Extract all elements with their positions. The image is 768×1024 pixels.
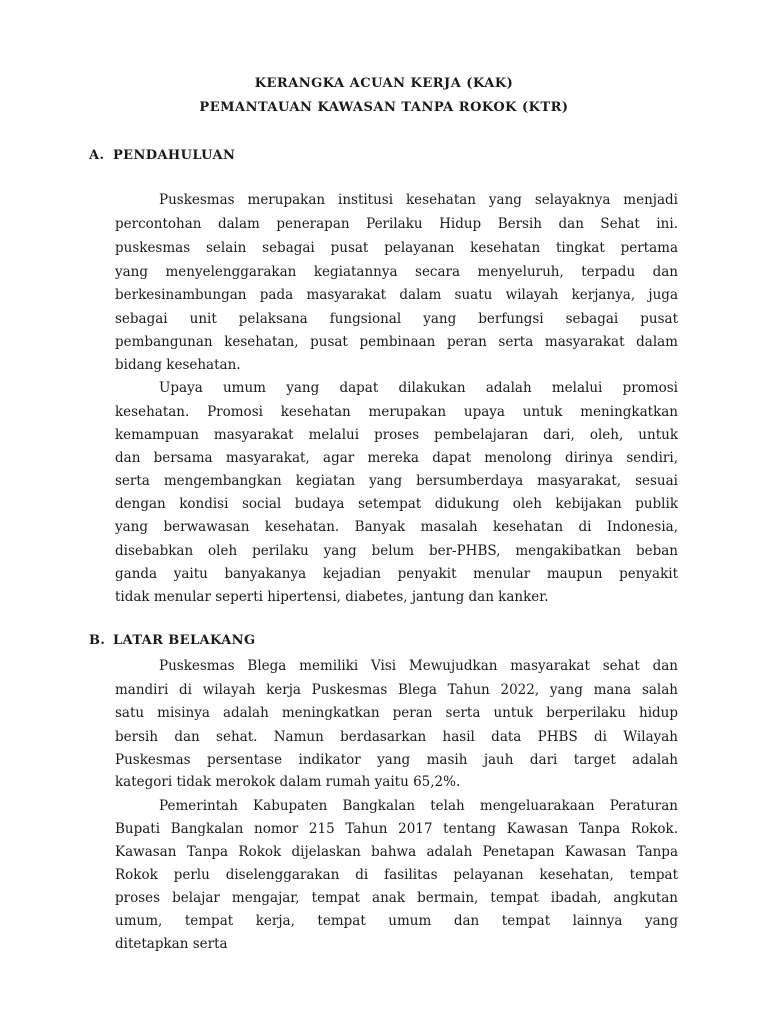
paragraph-line: kemampuan masyarakat melalui proses pembelajaran dari, oleh, untuk bbox=[115, 427, 678, 443]
paragraph-line: Rokok perlu diselenggarakan di fasilitas pelayanan kesehatan, tempat bbox=[115, 867, 678, 883]
paragraph-line: dan bersama masyarakat, agar mereka dapat menolong dirinya sendiri, bbox=[115, 450, 678, 466]
paragraph-line: Puskesmas persentase indikator yang masih jauh dari target adalah bbox=[115, 752, 678, 768]
paragraph-line: ditetapkan serta bbox=[115, 936, 228, 952]
paragraph-line: Pemerintah Kabupaten Bangkalan telah mengeluarakaan Peraturan bbox=[159, 798, 678, 814]
paragraph-line: mandiri di wilayah kerja Puskesmas Blega Tahun 2022, yang mana salah bbox=[115, 682, 678, 698]
paragraph-line: serta mengembangkan kegiatan yang bersumberdaya masyarakat, sesuai bbox=[115, 473, 678, 489]
section-a-number: A. bbox=[89, 148, 105, 163]
paragraph-line: disebabkan oleh perilaku yang belum ber-PHBS, mengakibatkan beban bbox=[115, 543, 678, 559]
paragraph-line: dengan kondisi social budaya setempat didukung oleh kebijakan publik bbox=[115, 496, 678, 512]
section-a-title: PENDAHULUAN bbox=[113, 148, 236, 163]
paragraph-line: tidak menular seperti hipertensi, diabetes, jantung dan kanker. bbox=[115, 589, 549, 605]
paragraph-line: umum, tempat kerja, tempat umum dan tempat lainnya yang bbox=[115, 913, 678, 929]
paragraph-line: Puskesmas Blega memiliki Visi Mewujudkan masyarakat sehat dan bbox=[159, 658, 678, 674]
paragraph-line: kesehatan. Promosi kesehatan merupakan upaya untuk meningkatkan bbox=[115, 404, 678, 420]
paragraph-line: kategori tidak merokok dalam rumah yaitu 65,2%. bbox=[115, 774, 461, 790]
section-b-number: B. bbox=[89, 633, 106, 648]
paragraph-line: yang menyelenggarakan kegiatannya secara menyeluruh, terpadu dan bbox=[115, 264, 678, 280]
paragraph-line: pembangunan kesehatan, pusat pembinaan peran serta masyarakat dalam bbox=[115, 334, 678, 350]
paragraph-line: bersih dan sehat. Namun berdasarkan hasil data PHBS di Wilayah bbox=[115, 729, 678, 745]
section-b-heading bbox=[89, 633, 255, 648]
paragraph-line: proses belajar mengajar, tempat anak bermain, tempat ibadah, angkutan bbox=[115, 890, 678, 906]
paragraph-line: Upaya umum yang dapat dilakukan adalah melalui promosi bbox=[159, 380, 678, 396]
section-b-title: LATAR BELAKANG bbox=[113, 633, 256, 648]
document-title-line-2: PEMANTAUAN KAWASAN TANPA ROKOK (KTR) bbox=[199, 100, 569, 115]
paragraph-line: percontohan dalam penerapan Perilaku Hidup Bersih dan Sehat ini. bbox=[115, 216, 678, 232]
section-a-heading bbox=[89, 148, 235, 163]
document-title-line-1: KERANGKA ACUAN KERJA (KAK) bbox=[254, 76, 514, 91]
paragraph-line: Puskesmas merupakan institusi kesehatan yang selayaknya menjadi bbox=[159, 192, 678, 208]
paragraph-line: berkesinambungan pada masyarakat dalam suatu wilayah kerjanya, juga bbox=[115, 287, 678, 303]
paragraph-line: puskesmas selain sebagai pusat pelayanan kesehatan tingkat pertama bbox=[115, 240, 678, 256]
paragraph-line: ganda yaitu banyakanya kejadian penyakit menular maupun penyakit bbox=[115, 566, 678, 582]
paragraph-line: satu misinya adalah meningkatkan peran serta untuk berperilaku hidup bbox=[115, 705, 678, 721]
paragraph-line: Kawasan Tanpa Rokok dijelaskan bahwa adalah Penetapan Kawasan Tanpa bbox=[115, 844, 678, 860]
paragraph-line: sebagai unit pelaksana fungsional yang berfungsi sebagai pusat bbox=[115, 311, 678, 327]
paragraph-line: bidang kesehatan. bbox=[115, 357, 241, 373]
paragraph-line: Bupati Bangkalan nomor 215 Tahun 2017 tentang Kawasan Tanpa Rokok. bbox=[115, 821, 678, 837]
paragraph-line: yang berwawasan kesehatan. Banyak masalah kesehatan di Indonesia, bbox=[115, 519, 678, 535]
